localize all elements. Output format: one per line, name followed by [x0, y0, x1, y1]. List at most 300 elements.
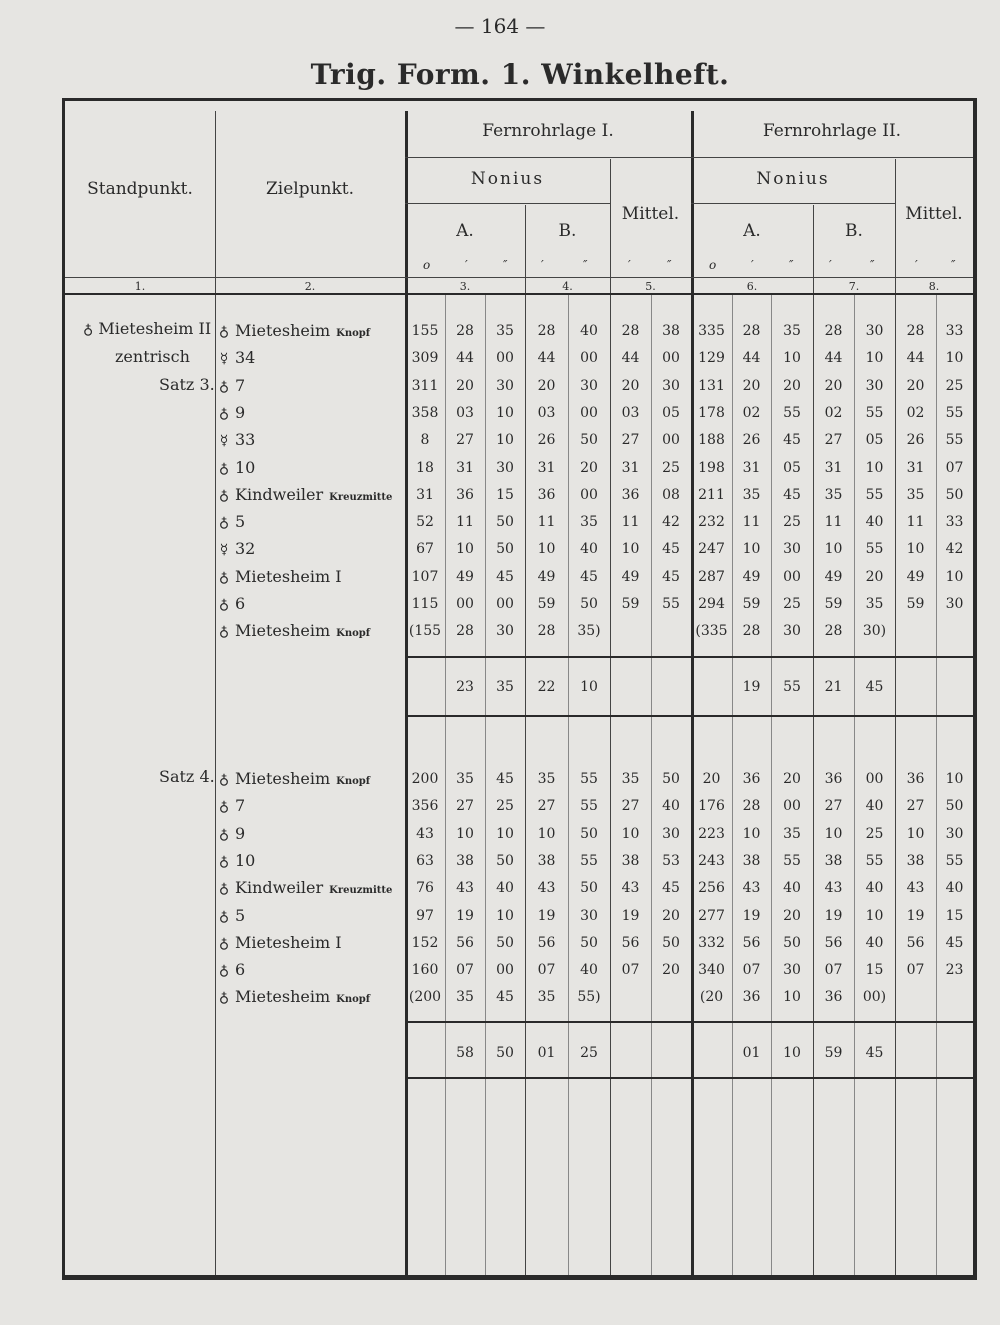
satz3-cell: 287 — [698, 568, 725, 585]
satz3-cell: 10 — [783, 350, 801, 367]
satz4-cell: 56 — [906, 934, 925, 951]
col-number-8: 8. — [928, 280, 940, 293]
satz3-cell: 129 — [698, 350, 725, 367]
satz4-cell: 50 — [496, 934, 514, 951]
satz3-cell: 35 — [496, 323, 514, 339]
satz3-cell: 198 — [698, 459, 725, 476]
satz3-cell: 44 — [824, 350, 843, 367]
unit-sec-1b: ″ — [583, 258, 588, 272]
zielpunkt-entry — [217, 458, 397, 477]
satz3-cell: 44 — [621, 350, 640, 367]
satz3-cell: 49 — [742, 568, 761, 585]
satz4-cell: 43 — [824, 880, 843, 897]
satz4-cell: 10 — [496, 825, 514, 842]
satz4-cell: 40 — [496, 880, 514, 897]
satz4-cell: 35 — [456, 771, 474, 787]
satz4-cell: 43 — [621, 880, 640, 897]
satz4-cell: 223 — [698, 825, 725, 842]
satz3-sum-cell: 10 — [580, 679, 598, 695]
satz3-cell: 26 — [537, 432, 556, 449]
satz3-sum-cell: 23 — [456, 679, 474, 695]
satz4-cell: 243 — [698, 852, 725, 869]
satz3-cell: 11 — [537, 514, 556, 531]
satz4-cell: 20 — [662, 907, 680, 924]
satz3-cell: 59 — [621, 596, 640, 612]
satz4-cell: 00 — [865, 771, 884, 787]
satz3-cell: 02 — [906, 404, 925, 421]
satz4-cell: 27 — [537, 798, 556, 815]
zielpunkt-entry — [217, 796, 397, 815]
satz3-cell: (155 — [408, 623, 442, 640]
satz3-cell: 28 — [456, 323, 474, 339]
signal-symbol-icon: ☿ — [219, 351, 229, 368]
header-mittel-1: Mittel. — [621, 204, 680, 224]
satz3-cell: 44 — [742, 350, 761, 367]
sum-separator — [405, 1021, 973, 1023]
satz4-cell: 50 — [580, 880, 598, 897]
satz3-cell: 28 — [456, 623, 474, 640]
satz4-cell: 160 — [411, 962, 439, 979]
satz3-cell: 59 — [824, 596, 843, 612]
satz4-cell: 25 — [496, 798, 514, 815]
satz4-cell: (200 — [408, 989, 442, 1006]
satz4-cell: 152 — [411, 934, 439, 951]
satz3-cell: (335 — [695, 623, 728, 640]
satz3-cell: 45 — [783, 432, 801, 449]
zielpunkt-entry — [217, 376, 397, 395]
satz3-cell: 335 — [698, 323, 725, 339]
sum-separator — [405, 715, 973, 717]
zielpunkt-name: 9 — [235, 823, 246, 843]
unit-deg-1: o — [423, 258, 431, 272]
satz3-cell: 18 — [416, 459, 434, 476]
satz3-cell: 20 — [865, 568, 884, 585]
satz4-cell: 36 — [742, 989, 761, 1006]
zielpunkt-entry — [217, 512, 397, 531]
satz3-cell: 31 — [824, 459, 843, 476]
satz3-cell: 25 — [662, 459, 680, 476]
satz3-cell: 40 — [865, 514, 884, 531]
satz4-cell: 38 — [456, 852, 474, 869]
satz4-cell: 45 — [496, 771, 514, 787]
zielpunkt-entry — [217, 321, 397, 340]
zielpunkt-entry — [217, 621, 397, 640]
satz3-cell: 211 — [698, 486, 725, 503]
satz3-cell: 28 — [742, 323, 761, 339]
satz3-cell: 42 — [662, 514, 680, 531]
signal-symbol-icon: ♁ — [218, 460, 230, 477]
column-divider — [610, 159, 611, 1275]
satz3-cell: 10 — [537, 541, 556, 558]
column-divider — [895, 159, 896, 1275]
satz4-cell: 36 — [824, 771, 843, 787]
zielpunkt-entry — [217, 906, 397, 925]
satz4-cell: 256 — [698, 880, 725, 897]
satz4-cell: 35 — [783, 825, 801, 842]
satz4-cell: 45 — [662, 880, 680, 897]
satz3-cell: 49 — [537, 568, 556, 585]
satz4-cell: 10 — [783, 989, 801, 1006]
satz4-cell: 43 — [537, 880, 556, 897]
satz4-cell: 10 — [865, 907, 884, 924]
satz3-cell: 25 — [783, 514, 801, 531]
satz3-cell: 155 — [411, 323, 439, 339]
satz3-cell: 31 — [416, 486, 434, 503]
zielpunkt-name: Mietesheim — [235, 621, 331, 641]
satz3-cell: 10 — [824, 541, 843, 558]
satz3-cell: 28 — [824, 623, 843, 640]
header-divider — [405, 157, 973, 158]
satz4-cell: 15 — [865, 962, 884, 979]
satz4-cell: 19 — [824, 907, 843, 924]
satz3-cell: 30 — [945, 596, 964, 612]
column-divider — [936, 293, 937, 1275]
satz3-cell: 31 — [906, 459, 925, 476]
satz3-cell: 45 — [662, 541, 680, 558]
satz3-cell: 10 — [742, 541, 761, 558]
satz3-cell: 15 — [496, 486, 514, 503]
signal-symbol-icon: ♁ — [218, 569, 230, 586]
satz3-cell: 27 — [621, 432, 640, 449]
satz4-cell: 55 — [945, 852, 964, 869]
zielpunkt-suffix: Kreuzmitte — [329, 885, 393, 897]
unit-sec-2a: ″ — [789, 258, 794, 272]
satz3-cell: 115 — [411, 596, 439, 612]
satz4-cell: 36 — [906, 771, 925, 787]
satz4-cell: 07 — [537, 962, 556, 979]
column-divider — [813, 205, 814, 1275]
satz3-cell: 38 — [662, 323, 680, 339]
unit-sec-2m: ″ — [951, 258, 956, 272]
satz4-cell: 07 — [906, 962, 925, 979]
satz4-cell: 20 — [783, 907, 801, 924]
column-divider — [771, 293, 772, 1275]
zielpunkt-name: 5 — [235, 905, 246, 925]
satz4-cell: 43 — [456, 880, 474, 897]
satz4-cell: 10 — [456, 825, 474, 842]
satz3-cell: 31 — [621, 459, 640, 476]
satz3-cell: 00 — [662, 432, 680, 449]
satz4-cell: 38 — [906, 852, 925, 869]
satz3-cell: 00 — [662, 350, 680, 367]
satz3-cell: 03 — [537, 404, 556, 421]
satz3-cell: 358 — [411, 404, 439, 421]
satz3-cell: 00 — [456, 596, 474, 612]
satz4-cell: 10 — [906, 825, 925, 842]
satz3-cell: 309 — [411, 350, 439, 367]
col-number-5: 5. — [645, 280, 656, 293]
signal-symbol-icon: ♁ — [218, 772, 230, 788]
satz3-cell: 10 — [906, 541, 925, 558]
header-divider — [691, 203, 895, 204]
zielpunkt-entry — [217, 878, 397, 897]
zielpunkt-entry — [217, 824, 397, 843]
satz3-cell: 28 — [621, 323, 640, 339]
zielpunkt-entry — [217, 567, 397, 586]
column-divider — [854, 293, 855, 1275]
satz3-sum-cell: 19 — [742, 679, 761, 695]
satz4-cell: 76 — [416, 880, 434, 897]
header-fernrohrlage-1: Fernrohrlage I. — [482, 121, 614, 141]
satz4-cell: 332 — [698, 934, 725, 951]
satz3-cell: 00 — [580, 486, 598, 503]
header-a-1: A. — [456, 221, 474, 241]
satz3-cell: 11 — [742, 514, 761, 531]
satz4-sum-cell: 01 — [742, 1045, 761, 1061]
satz3-cell: 247 — [698, 541, 725, 558]
zielpunkt-name: Mietesheim I — [235, 566, 342, 586]
satz3-cell: 36 — [456, 486, 474, 503]
zielpunkt-entry — [217, 933, 397, 952]
satz4-cell: 38 — [824, 852, 843, 869]
satz4-cell: 56 — [456, 934, 474, 951]
satz4-cell: 50 — [496, 852, 514, 869]
zielpunkt-name: 7 — [235, 375, 246, 395]
satz3-cell: 50 — [580, 432, 598, 449]
satz4-sum-cell: 10 — [783, 1045, 801, 1061]
header-fernrohrlage-2: Fernrohrlage II. — [762, 121, 902, 141]
satz4-cell: 07 — [621, 962, 640, 979]
satz3-cell: 8 — [420, 432, 430, 449]
satz3-cell: 50 — [496, 541, 514, 558]
satz4-sum-cell: 45 — [865, 1045, 884, 1061]
satz3-sum-cell: 55 — [783, 679, 801, 695]
satz4-cell: 27 — [824, 798, 843, 815]
satz3-cell: 27 — [456, 432, 474, 449]
satz4-cell: 38 — [621, 852, 640, 869]
satz4-cell: 00 — [783, 798, 801, 815]
zielpunkt-name: Mietesheim — [235, 321, 331, 340]
satz4-cell: 10 — [496, 907, 514, 924]
satz3-cell: 44 — [456, 350, 474, 367]
satz4-cell: 40 — [580, 962, 598, 979]
satz3-cell: 10 — [621, 541, 640, 558]
satz3-cell: 20 — [824, 377, 843, 394]
zielpunkt-name: Mietesheim I — [235, 932, 342, 952]
satz3-cell: 55 — [783, 404, 801, 421]
satz3-cell: 25 — [783, 596, 801, 612]
unit-sec-2b: ″ — [870, 258, 875, 272]
unit-sec-1a: ″ — [503, 258, 508, 272]
column-divider — [691, 111, 694, 1275]
satz3-cell: 35 — [742, 486, 761, 503]
satz3-cell: 232 — [698, 514, 725, 531]
signal-symbol-icon: ♁ — [218, 324, 230, 340]
satz3-sum-cell: 45 — [865, 679, 884, 695]
satz3-cell: 08 — [662, 486, 680, 503]
satz4-cell: (20 — [699, 989, 724, 1006]
satz4-cell: 23 — [945, 962, 964, 979]
satz3-cell: 07 — [945, 459, 964, 476]
satz3-sum-cell: 21 — [824, 679, 843, 695]
satz3-cell: 42 — [945, 541, 964, 558]
satz4-cell: 50 — [945, 798, 964, 815]
zielpunkt-name: 33 — [235, 430, 256, 450]
satz4-cell: 07 — [824, 962, 843, 979]
satz3-cell: 28 — [537, 623, 556, 640]
header-zielpunkt: Zielpunkt. — [265, 179, 355, 199]
column-divider — [445, 293, 446, 1275]
unit-deg-2: o — [709, 258, 717, 272]
unit-min-1a: ′ — [465, 258, 468, 272]
satz3-cell: 11 — [456, 514, 474, 531]
satz3-cell: 00 — [783, 568, 801, 585]
satz3-cell: 11 — [824, 514, 843, 531]
satz3-cell: 31 — [742, 459, 761, 476]
satz4-cell: 56 — [621, 934, 640, 951]
satz4-cell: 19 — [537, 907, 556, 924]
satz4-cell: 36 — [742, 771, 761, 787]
unit-min-2m: ′ — [915, 258, 918, 272]
satz4-cell: 30 — [580, 907, 598, 924]
station-symbol-icon: ♁ — [83, 322, 94, 338]
satz3-cell: 49 — [906, 568, 925, 585]
satz4-cell: 10 — [824, 825, 843, 842]
satz4-cell: 50 — [662, 934, 680, 951]
zielpunkt-name: Mietesheim — [235, 987, 331, 1007]
satz3-cell: 36 — [621, 486, 640, 503]
unit-min-2b: ′ — [829, 258, 832, 272]
signal-symbol-icon: ♁ — [218, 935, 230, 952]
satz4-cell: 10 — [537, 825, 556, 842]
signal-symbol-icon: ♁ — [218, 826, 230, 843]
satz3-cell: 00 — [580, 350, 598, 367]
satz3-cell: 35 — [824, 486, 843, 503]
satz4-cell: 10 — [621, 825, 640, 842]
satz3-cell: 10 — [496, 432, 514, 449]
satz3-cell: 30) — [862, 623, 887, 640]
signal-symbol-icon: ♁ — [218, 487, 230, 504]
zielpunkt-name: Kindweiler — [235, 878, 324, 898]
satz3-cell: 03 — [621, 404, 640, 421]
satz3-cell: 30 — [783, 623, 801, 640]
satz3-cell: 30 — [865, 323, 884, 339]
satz4-cell: 35 — [621, 771, 640, 787]
unit-sec-1m: ″ — [667, 258, 672, 272]
col-number-7: 7. — [848, 280, 860, 293]
satz4-cell: 40 — [783, 880, 801, 897]
satz4-cell: 356 — [411, 798, 439, 815]
sum-separator — [405, 656, 973, 658]
satz3-cell: 10 — [456, 541, 474, 558]
zielpunkt-entry — [217, 851, 397, 870]
signal-symbol-icon: ♁ — [218, 624, 230, 641]
zielpunkt-name: 6 — [235, 594, 246, 613]
column-divider — [405, 111, 408, 1275]
satz4-cell: 07 — [742, 962, 761, 979]
satz4-cell: 30 — [945, 825, 964, 842]
satz3-cell: 03 — [456, 404, 474, 421]
satz4-cell: 35 — [456, 989, 474, 1006]
satz4-cell: 20 — [702, 771, 721, 787]
satz4-cell: 43 — [416, 825, 434, 842]
satz4-cell: 38 — [537, 852, 556, 869]
satz3-cell: 33 — [945, 514, 964, 531]
satz3-cell: 31 — [537, 459, 556, 476]
satz3-cell: 10 — [865, 350, 884, 367]
satz-4-label: Satz 4. — [159, 767, 215, 786]
satz4-cell: 27 — [621, 798, 640, 815]
satz3-cell: 49 — [621, 568, 640, 585]
satz3-cell: 30 — [496, 459, 514, 476]
satz3-cell: 35 — [580, 514, 598, 531]
zielpunkt-entry — [217, 539, 397, 558]
signal-symbol-icon: ♁ — [218, 378, 230, 395]
satz4-cell: 55) — [577, 989, 601, 1006]
satz4-cell: 56 — [824, 934, 843, 951]
satz3-cell: 30 — [580, 377, 598, 394]
satz4-cell: 35 — [537, 989, 556, 1006]
satz4-cell: 19 — [906, 907, 925, 924]
col-number-3: 3. — [459, 280, 471, 293]
column-divider — [651, 293, 652, 1275]
satz4-cell: 55 — [580, 798, 598, 815]
satz4-cell: 55 — [580, 771, 598, 787]
zielpunkt-name: 10 — [235, 850, 256, 870]
sum-separator — [405, 1077, 973, 1079]
satz4-cell: 10 — [742, 825, 761, 842]
zielpunkt-name: 7 — [235, 796, 246, 816]
satz3-cell: 10 — [496, 404, 514, 421]
unit-min-1m: ′ — [628, 258, 631, 272]
satz3-cell: 00 — [496, 350, 514, 367]
satz3-cell: 40 — [580, 323, 598, 339]
satz4-cell: 50 — [783, 934, 801, 951]
satz4-cell: 97 — [416, 907, 434, 924]
zielpunkt-entry — [217, 960, 397, 979]
header-divider — [405, 203, 610, 204]
zielpunkt-suffix: Knopf — [336, 628, 371, 640]
satz3-cell: 00 — [580, 404, 598, 421]
header-nonius-2: Nonius — [756, 169, 830, 189]
satz3-cell: 44 — [906, 350, 925, 367]
header-divider — [65, 293, 973, 295]
zielpunkt-entry — [217, 485, 397, 504]
satz4-cell: 30 — [783, 962, 801, 979]
satz3-cell: 44 — [537, 350, 556, 367]
satz4-cell: 35 — [537, 771, 556, 787]
satz3-cell: 02 — [824, 404, 843, 421]
column-divider — [732, 293, 733, 1275]
satz4-cell: 00) — [862, 989, 887, 1006]
satz3-cell: 55 — [662, 596, 680, 612]
satz3-cell: 178 — [698, 404, 725, 421]
col-number-1: 1. — [134, 280, 146, 293]
satz3-cell: 31 — [456, 459, 474, 476]
satz4-cell: 43 — [906, 880, 925, 897]
zielpunkt-suffix: Knopf — [336, 994, 371, 1006]
satz3-cell: 20 — [783, 377, 801, 394]
satz4-cell: 55 — [783, 852, 801, 869]
satz3-cell: 27 — [824, 432, 843, 449]
satz3-cell: 45 — [662, 568, 680, 585]
angle-table — [62, 98, 977, 1280]
satz4-cell: 38 — [742, 852, 761, 869]
satz4-cell: 53 — [662, 852, 680, 869]
standpunkt-note: zentrisch — [115, 347, 190, 366]
satz3-cell: 05 — [662, 404, 680, 421]
satz4-cell: 63 — [416, 852, 434, 869]
satz4-cell: 40 — [865, 934, 884, 951]
satz3-cell: 45 — [783, 486, 801, 503]
satz4-cell: 10 — [945, 771, 964, 787]
signal-symbol-icon: ♁ — [218, 597, 230, 613]
satz4-cell: 19 — [742, 907, 761, 924]
satz3-cell: 28 — [824, 323, 843, 339]
header-standpunkt: Standpunkt. — [87, 179, 193, 199]
satz4-cell: 15 — [945, 907, 964, 924]
satz3-cell: 40 — [580, 541, 598, 558]
